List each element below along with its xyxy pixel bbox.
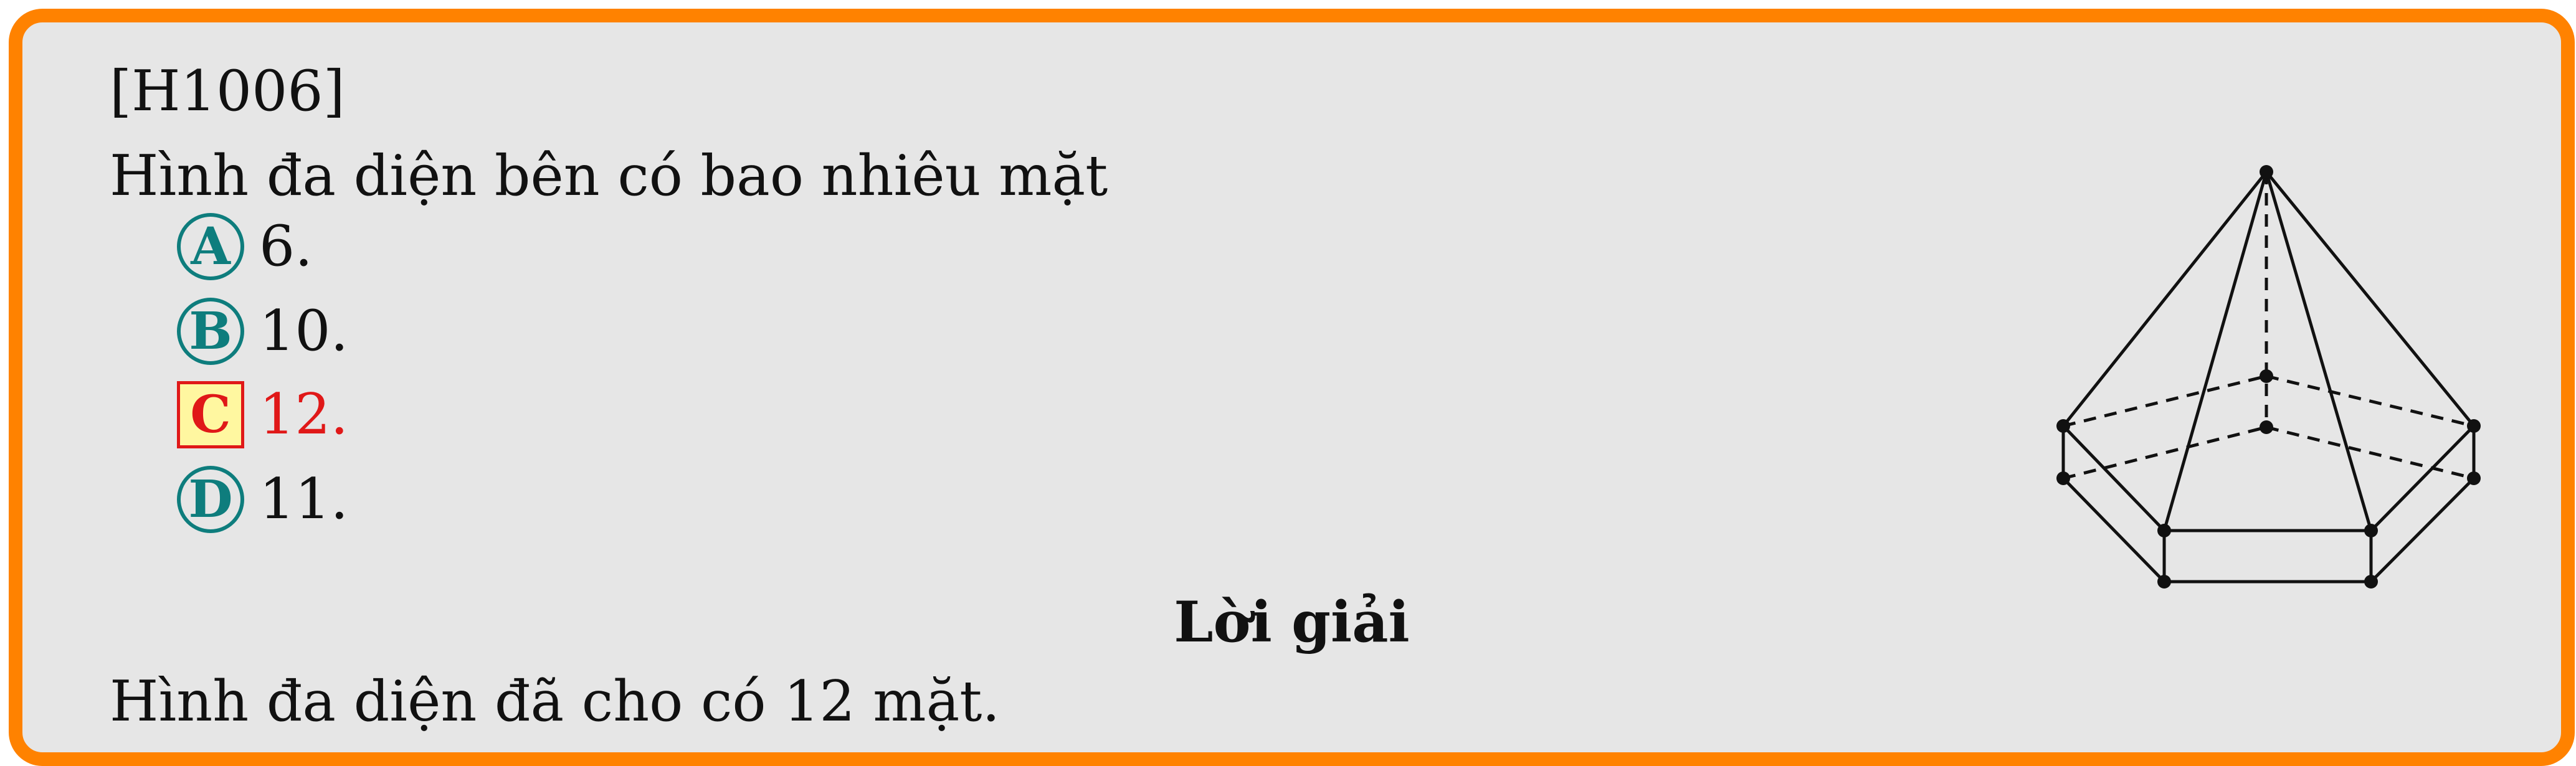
option-b[interactable]	[177, 298, 348, 365]
vertex	[2157, 575, 2171, 589]
edge	[2371, 426, 2474, 531]
option-c[interactable]	[177, 381, 348, 448]
edge	[2266, 172, 2474, 426]
edge	[2164, 172, 2266, 531]
option-a[interactable]	[177, 213, 313, 280]
question-card	[9, 9, 2575, 766]
edge	[2063, 172, 2266, 426]
option-a-value: 6.	[259, 214, 313, 279]
vertex	[2056, 471, 2070, 485]
hidden-edge	[2266, 427, 2474, 478]
option-c-value: 12.	[259, 382, 349, 447]
question-prompt: Hình đa diện bên có bao nhiêu mặt	[110, 143, 1108, 209]
option-d[interactable]	[177, 466, 348, 533]
edge	[2266, 172, 2371, 531]
hidden-edge	[2266, 376, 2474, 426]
vertex	[2467, 419, 2481, 433]
edge	[2063, 426, 2164, 531]
solution-title: Lời giải	[1174, 589, 1410, 655]
hidden-edge	[2063, 427, 2266, 478]
vertex	[2056, 419, 2070, 433]
vertex	[2467, 471, 2481, 485]
edge	[2063, 478, 2164, 582]
option-d-badge: D	[177, 466, 244, 533]
option-b-badge: B	[177, 298, 244, 365]
solution-text: Hình đa diện đã cho có 12 mặt.	[110, 669, 1000, 734]
option-b-value: 10.	[259, 298, 349, 364]
vertex	[2260, 420, 2273, 434]
vertex	[2157, 524, 2171, 537]
polyhedron-figure	[2028, 147, 2502, 595]
question-code: [H1006]	[110, 59, 345, 124]
vertex	[2260, 369, 2273, 383]
option-a-badge: A	[177, 213, 244, 280]
vertex	[2364, 575, 2378, 589]
edge	[2371, 478, 2474, 582]
hidden-edge	[2063, 376, 2266, 426]
option-d-value: 11.	[259, 466, 349, 532]
vertex	[2260, 165, 2273, 179]
option-c-badge: C	[177, 381, 244, 448]
vertex	[2364, 524, 2378, 537]
